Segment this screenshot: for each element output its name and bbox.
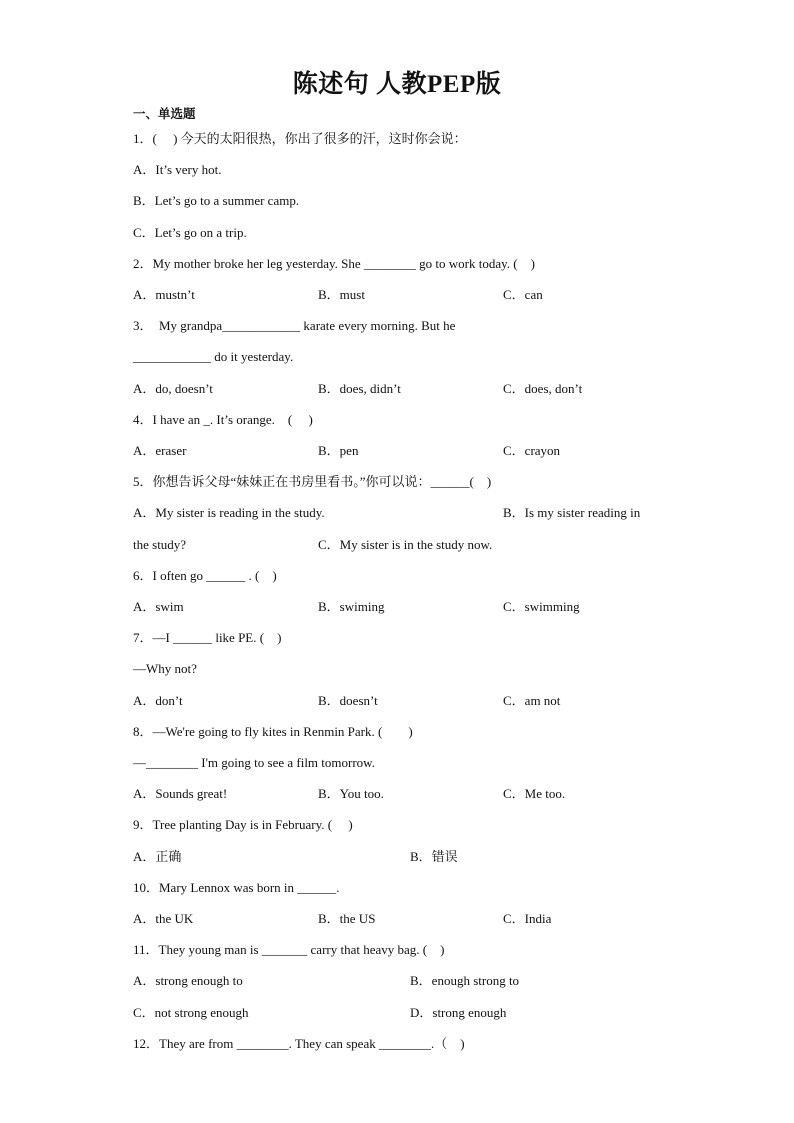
q2-option-a: A．mustn’t xyxy=(133,287,195,302)
q8-option-a: A．Sounds great! xyxy=(133,786,228,801)
q11-option-a: A．strong enough to xyxy=(133,973,243,988)
q3-option-b: B．does, didn’t xyxy=(318,381,401,396)
q10-option-a: A．the UK xyxy=(133,911,194,926)
q1-option-a: A．It’s very hot. xyxy=(133,162,222,177)
q11-option-d: D．strong enough xyxy=(410,1005,507,1020)
q3-option-a: A．do, doesn’t xyxy=(133,381,213,396)
question-8-cont: —________ I'm going to see a film tomorrow. xyxy=(133,755,375,770)
q5-option-b-cont: the study? xyxy=(133,537,187,552)
question-5: 5．你想告诉父母“妹妹正在书房里看书。”你可以说：______( ) xyxy=(133,474,492,489)
q4-option-a: A．eraser xyxy=(133,443,187,458)
q11-option-c: C．not strong enough xyxy=(133,1005,249,1020)
question-3: 3． My grandpa____________ karate every morning. But he xyxy=(133,318,456,333)
q9-option-a: A．正确 xyxy=(133,849,182,864)
section-heading: 一、单选题 xyxy=(133,107,196,121)
q6-option-b: B．swiming xyxy=(318,599,385,614)
q5-option-b: B．Is my sister reading in xyxy=(503,505,641,520)
q8-option-c: C．Me too. xyxy=(503,786,566,801)
question-7-cont: —Why not? xyxy=(133,661,197,676)
question-11: 11．They young man is _______ carry that heavy bag. ( ) xyxy=(133,942,445,957)
q11-option-b: B．enough strong to xyxy=(410,973,520,988)
q5-option-a: A．My sister is reading in the study. xyxy=(133,505,325,520)
q3-option-c: C．does, don’t xyxy=(503,381,583,396)
q1-option-b: B．Let’s go to a summer camp. xyxy=(133,193,300,208)
question-4: 4．I have an _. It’s orange. ( ) xyxy=(133,412,313,427)
question-2: 2．My mother broke her leg yesterday. She ________ go to work today. ( ) xyxy=(133,256,535,271)
q10-option-c: C．India xyxy=(503,911,552,926)
q9-option-b: B．错误 xyxy=(410,849,458,864)
question-10: 10．Mary Lennox was born in ______. xyxy=(133,880,340,895)
q2-option-b: B．must xyxy=(318,287,365,302)
q10-option-b: B．the US xyxy=(318,911,376,926)
q5-option-c: C．My sister is in the study now. xyxy=(318,537,493,552)
q1-option-c: C．Let’s go on a trip. xyxy=(133,225,247,240)
q7-option-b: B．doesn’t xyxy=(318,693,378,708)
q4-option-c: C．crayon xyxy=(503,443,561,458)
q4-option-b: B．pen xyxy=(318,443,359,458)
question-12: 12．They are from ________. They can speak ________.（ ) xyxy=(133,1036,465,1051)
q8-option-b: B．You too. xyxy=(318,786,384,801)
q6-option-a: A．swim xyxy=(133,599,184,614)
q2-option-c: C．can xyxy=(503,287,543,302)
question-9: 9．Tree planting Day is in February. ( ) xyxy=(133,817,353,832)
q6-option-c: C．swimming xyxy=(503,599,580,614)
q7-option-a: A．don’t xyxy=(133,693,183,708)
question-8: 8．—We're going to fly kites in Renmin Park. ( ) xyxy=(133,724,413,739)
page-title: 陈述句 人教PEP版 xyxy=(292,71,502,98)
question-3-cont: ____________ do it yesterday. xyxy=(133,349,294,364)
question-7: 7．—I ______ like PE. ( ) xyxy=(133,630,282,645)
question-6: 6．I often go ______ . ( ) xyxy=(133,568,277,583)
question-1: 1．( ) 今天的太阳很热，你出了很多的汗，这时你会说： xyxy=(133,131,467,146)
q7-option-c: C．am not xyxy=(503,693,561,708)
